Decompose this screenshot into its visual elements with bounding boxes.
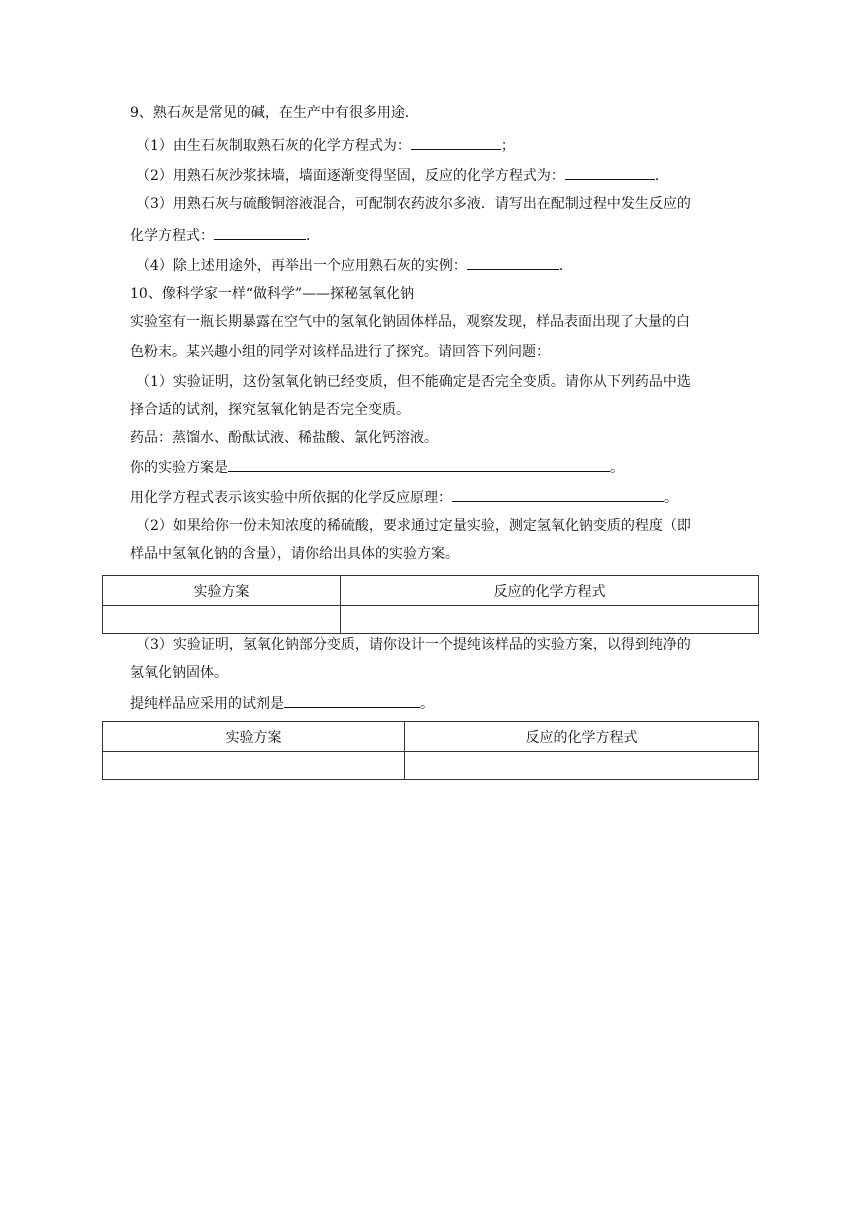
- q10-reagents: 药品：蒸馏水、酚酞试液、稀盐酸、氯化钙溶液。: [130, 430, 438, 446]
- q10-plan-blank[interactable]: [228, 456, 610, 472]
- q10-part3-line2: 氢氧化钠固体。: [130, 665, 228, 681]
- table1-equation-cell[interactable]: [341, 606, 759, 634]
- q10-plan-text: 你的实验方案是: [130, 460, 228, 476]
- table2-plan-cell[interactable]: [103, 752, 405, 780]
- q10-principle-text: 用化学方程式表示该实验中所依据的化学反应原理：: [130, 490, 452, 506]
- q10-principle-end: 。: [664, 490, 678, 506]
- q10-part2-line2: 样品中氢氧化钠的含量），请你给出具体的实验方案。: [130, 546, 459, 562]
- q9-stem: 9、熟石灰是常见的碱，在生产中有很多用途．: [130, 105, 419, 121]
- q10-part2-line1: （2）如果给你一份未知浓度的稀硫酸，要求通过定量实验，测定氢氧化钠变质的程度（即: [136, 518, 691, 534]
- q10-purify-end: 。: [420, 696, 434, 712]
- q10-purify-text: 提纯样品应采用的试剂是: [130, 696, 284, 712]
- table1-header-equation: 反应的化学方程式: [341, 576, 759, 606]
- q9-part1-text: （1）由生石灰制取熟石灰的化学方程式为：: [136, 138, 411, 154]
- q10-purify-blank[interactable]: [284, 692, 420, 708]
- q10-part1-line2: 择合适的试剂，探究氢氧化钠是否完全变质。: [130, 402, 410, 418]
- table1-plan-cell[interactable]: [103, 606, 341, 634]
- q10-plan: [130, 456, 624, 478]
- q9-part2-text: （2）用熟石灰沙浆抹墙，墙面逐渐变得坚固，反应的化学方程式为：: [136, 168, 565, 184]
- q10-purify: [130, 692, 434, 714]
- q9-part1: [136, 134, 515, 156]
- q9-part3-end: ．: [306, 228, 320, 244]
- q10-principle-blank[interactable]: [452, 486, 664, 502]
- table2-header-equation: 反应的化学方程式: [405, 722, 759, 752]
- q9-part3-line1: （3）用熟石灰与硫酸铜溶液混合，可配制农药波尔多液．请写出在配制过程中发生反应的: [136, 196, 691, 212]
- q9-part2: [136, 164, 669, 186]
- q9-part2-blank[interactable]: [565, 164, 655, 180]
- q10-principle: [130, 486, 678, 508]
- q10-intro-line2: 色粉末。某兴趣小组的同学对该样品进行了探究。请回答下列问题：: [130, 344, 550, 360]
- table2-equation-cell[interactable]: [405, 752, 759, 780]
- q10-part3-line1: （3）实验证明，氢氧化钠部分变质，请你设计一个提纯该样品的实验方案，以得到纯净的: [136, 637, 691, 653]
- q9-part2-end: ．: [654, 168, 669, 184]
- q9-part4-end: ．: [558, 258, 573, 274]
- table1-header-plan: 实验方案: [103, 576, 341, 606]
- answer-table-2: [102, 721, 759, 780]
- q9-part4-text: （4）除上述用途外，再举出一个应用熟石灰的实例：: [136, 258, 467, 274]
- table2-header-plan: 实验方案: [103, 722, 405, 752]
- q9-part1-end: ；: [500, 138, 515, 154]
- answer-table-1: [102, 575, 759, 634]
- q9-part3-blank[interactable]: [214, 224, 306, 240]
- q10-intro-line1: 实验室有一瓶长期暴露在空气中的氢氧化钠固体样品，观察发现，样品表面出现了大量的白: [130, 314, 690, 330]
- q9-part1-blank[interactable]: [411, 134, 501, 150]
- q10-stem: 10、像科学家一样“做科学”——探秘氢氧化钠: [130, 286, 415, 302]
- q9-part3-line2: [130, 224, 320, 246]
- q9-part4-blank[interactable]: [467, 254, 559, 270]
- q9-part3-text: 化学方程式：: [130, 228, 214, 244]
- q10-plan-end: 。: [610, 460, 624, 476]
- q9-part4: [136, 254, 573, 276]
- q10-part1-line1: （1）实验证明，这份氢氧化钠已经变质，但不能确定是否完全变质。请你从下列药品中选: [136, 374, 691, 390]
